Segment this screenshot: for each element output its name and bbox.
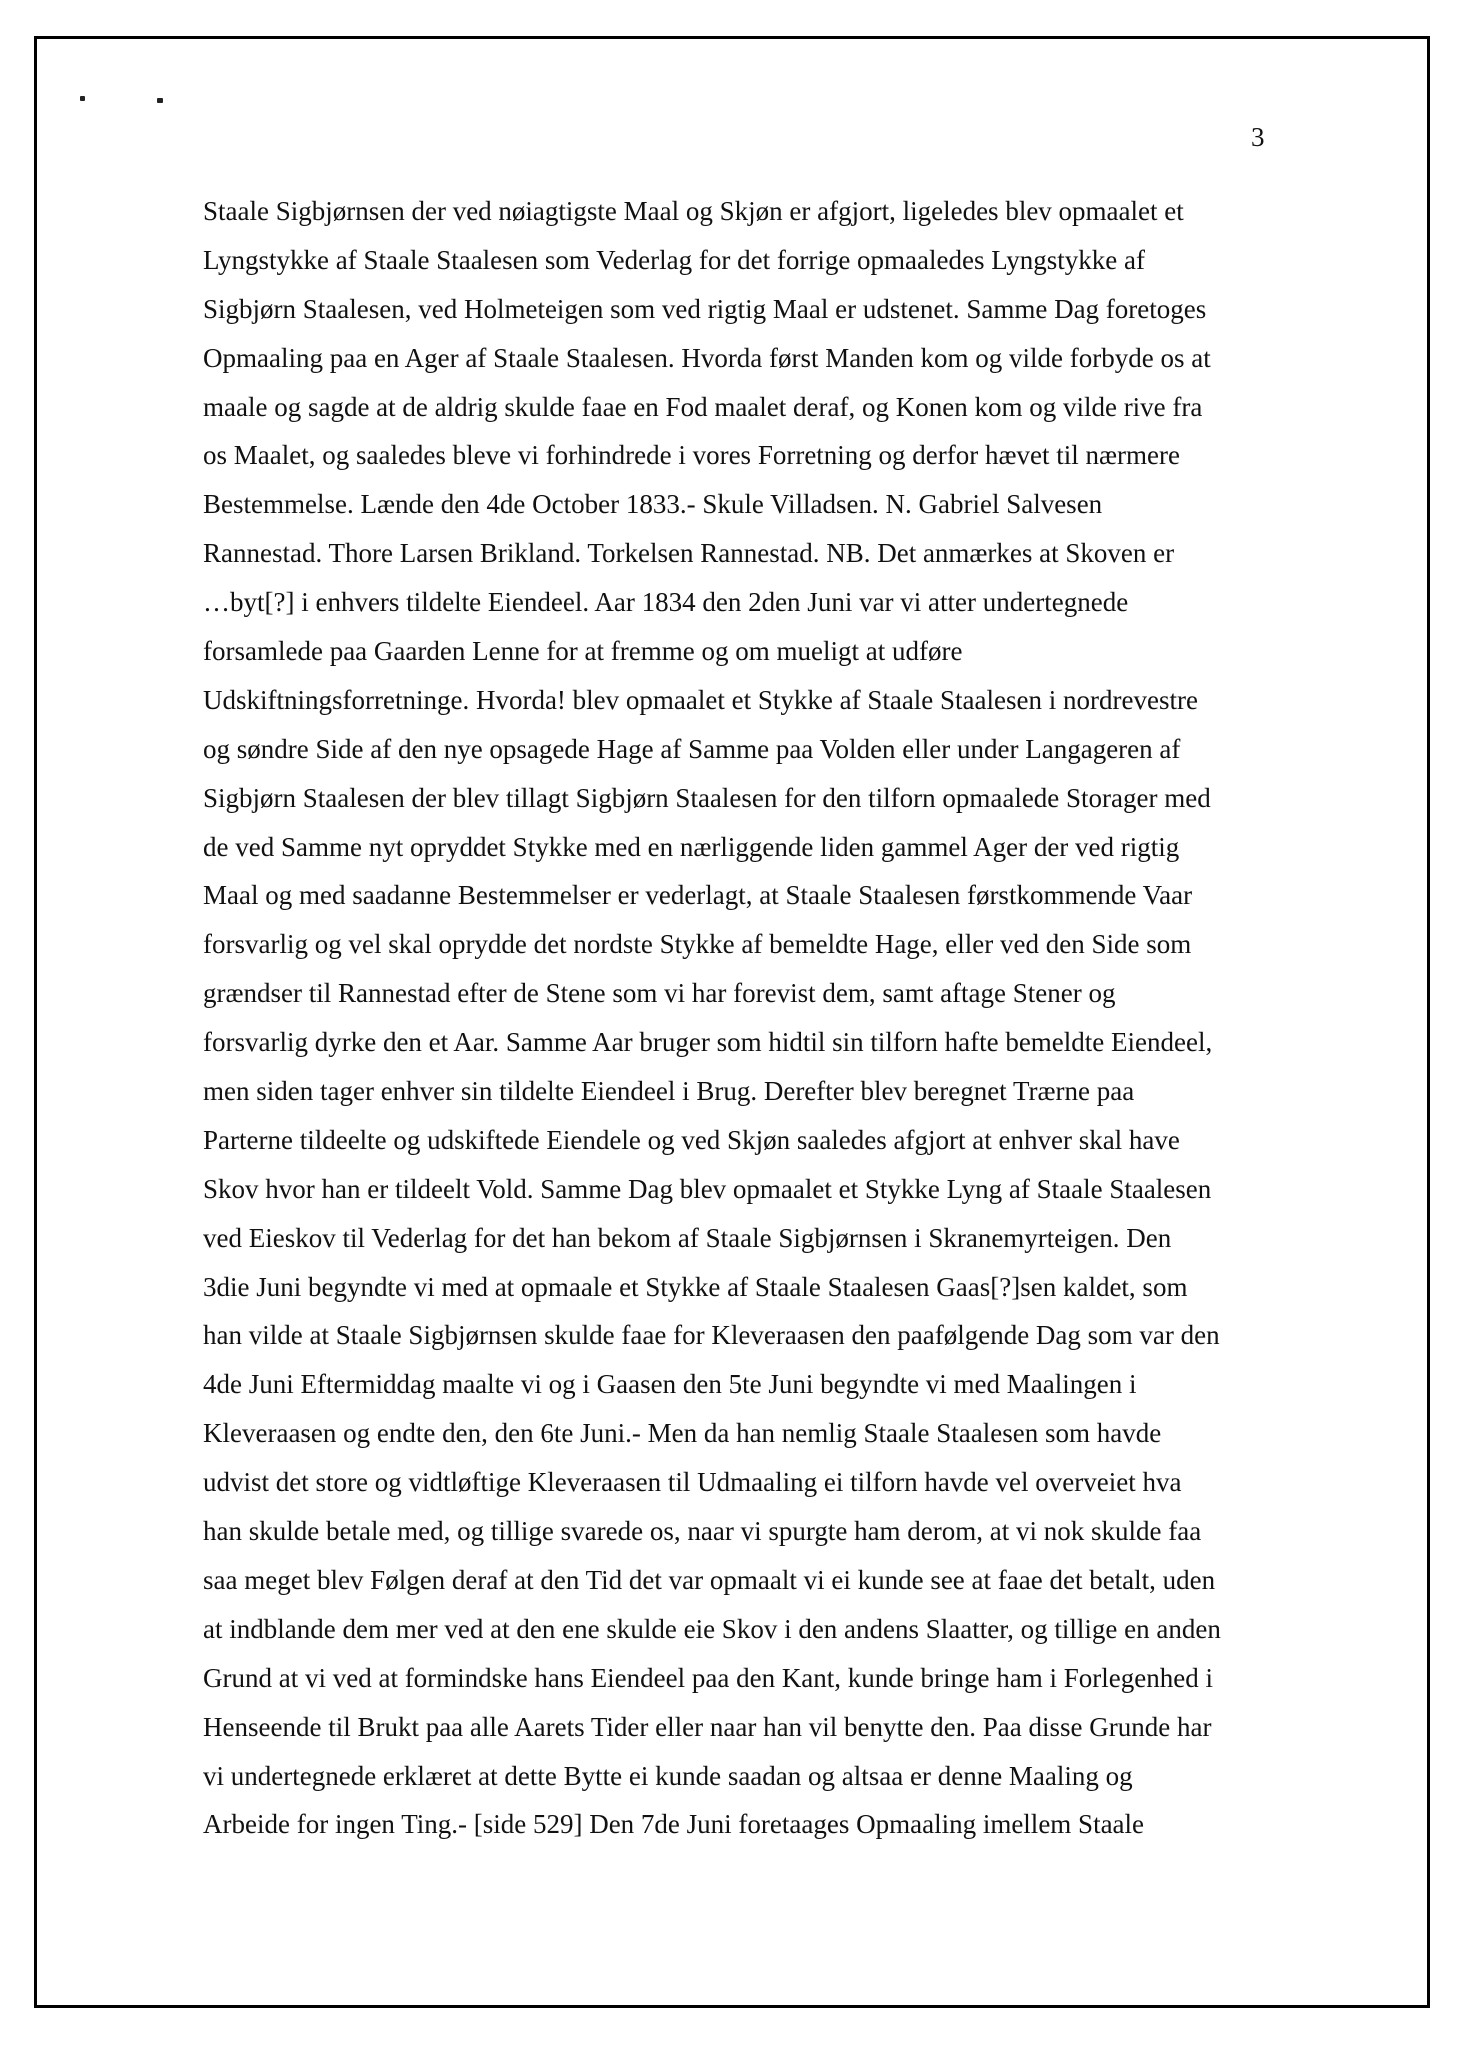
body-text — [203, 187, 1333, 1849]
text-line: de ved Samme nyt opryddet Stykke med en nærliggende liden gammel Ager der ved rigtig — [203, 831, 1180, 862]
text-line: Opmaaling paa en Ager af Staale Staalesen. Hvorda først Manden kom og vilde forbyde os at — [203, 342, 1211, 373]
text-line: men siden tager enhver sin tildelte Eiendeel i Brug. Derefter blev beregnet Trærne paa — [203, 1076, 1135, 1107]
text-line: 4de Juni Eftermiddag maalte vi og i Gaasen den 5te Juni begyndte vi med Maalingen i — [203, 1369, 1137, 1400]
text-line: at indblande dem mer ved at den ene skulde eie Skov i den andens Slaatter, og tillige en anden — [203, 1613, 1221, 1644]
text-line: Sigbjørn Staalesen der blev tillagt Sigbjørn Staalesen for den tilforn opmaalede Storager med — [203, 782, 1211, 813]
scan-speck — [80, 96, 85, 101]
text-line: os Maalet, og saaledes bleve vi forhindrede i vores Forretning og derfor hævet til nærmere — [203, 440, 1180, 471]
text-line: Parterne tildeelte og udskiftede Eiendele og ved Skjøn saaledes afgjort at enhver skal have — [203, 1124, 1180, 1155]
text-line: ved Eieskov til Vederlag for det han bekom af Staale Sigbjørnsen i Skranemyrteigen. Den — [203, 1222, 1172, 1253]
text-line: han skulde betale med, og tillige svarede os, naar vi spurgte ham derom, at vi nok skulde faa — [203, 1516, 1202, 1547]
text-line: Grund at vi ved at formindske hans Eiendeel paa den Kant, kunde bringe ham i Forlegenhed i — [203, 1662, 1213, 1693]
text-line: Bestemmelse. Lænde den 4de October 1833.- Skule Villadsen. N. Gabriel Salvesen — [203, 489, 1103, 520]
text-line: grændser til Rannestad efter de Stene som vi har forevist dem, samt aftage Stener og — [203, 978, 1116, 1009]
text-line: Lyngstykke af Staale Staalesen som Vederlag for det forrige opmaaledes Lyngstykke af — [203, 244, 1145, 275]
text-line: Udskiftningsforretninge. Hvorda! blev opmaalet et Stykke af Staale Staalesen i nordrevestre — [203, 684, 1198, 715]
text-line: forsamlede paa Gaarden Lenne for at fremme og om mueligt at udføre — [203, 636, 963, 667]
text-line: Sigbjørn Staalesen, ved Holmeteigen som ved rigtig Maal er udstenet. Samme Dag foretoges — [203, 293, 1207, 324]
text-line: saa meget blev Følgen deraf at den Tid det var opmaalt vi ei kunde see at faae det betalt, uden — [203, 1564, 1216, 1595]
text-line: forsvarlig og vel skal oprydde det nordste Stykke af bemeldte Hage, eller ved den Side som — [203, 929, 1192, 960]
text-line: vi undertegnede erklæret at dette Bytte ei kunde saadan og altsaa er denne Maaling og — [203, 1760, 1133, 1791]
text-line: …byt[?] i enhvers tildelte Eiendeel. Aar 1834 den 2den Juni var vi atter undertegnede — [203, 587, 1129, 618]
text-line: Rannestad. Thore Larsen Brikland. Torkelsen Rannestad. NB. Det anmærkes at Skoven er — [203, 538, 1175, 569]
text-line: forsvarlig dyrke den et Aar. Samme Aar bruger som hidtil sin tilforn hafte bemeldte Eiendeel, — [203, 1027, 1213, 1058]
page-number: 3 — [1251, 122, 1265, 152]
text-line: Maal og med saadanne Bestemmelser er vederlagt, at Staale Staalesen førstkommende Vaar — [203, 880, 1193, 911]
text-line: Kleveraasen og endte den, den 6te Juni.- Men da han nemlig Staale Staalesen som havde — [203, 1418, 1162, 1449]
text-line: udvist det store og vidtløftige Kleveraasen til Udmaaling ei tilforn havde vel overveiet hva — [203, 1467, 1182, 1498]
text-line: Staale Sigbjørnsen der ved nøiagtigste Maal og Skjøn er afgjort, ligeledes blev opmaalet et — [203, 196, 1184, 226]
text-line: han vilde at Staale Sigbjørnsen skulde faae for Kleveraasen den paafølgende Dag som var den — [203, 1320, 1220, 1351]
scan-speck — [157, 98, 163, 103]
text-line: Henseende til Brukt paa alle Aarets Tider eller naar han vil benytte den. Paa disse Grunde har — [203, 1711, 1212, 1742]
text-line: Arbeide for ingen Ting.- [side 529] Den 7de Juni foretaages Opmaaling imellem Staale — [203, 1809, 1145, 1840]
text-line: maale og sagde at de aldrig skulde faae en Fod maalet deraf, og Konen kom og vilde rive fra — [203, 391, 1203, 422]
text-line: 3die Juni begyndte vi med at opmaale et Stykke af Staale Staalesen Gaas[?]sen kaldet, som — [203, 1271, 1188, 1302]
text-line: Skov hvor han er tildeelt Vold. Samme Dag blev opmaalet et Stykke Lyng af Staale Staalesen — [203, 1173, 1212, 1204]
page-border — [34, 36, 1430, 2008]
text-line: og søndre Side af den nye opsagede Hage af Samme paa Volden eller under Langageren af — [203, 733, 1181, 764]
